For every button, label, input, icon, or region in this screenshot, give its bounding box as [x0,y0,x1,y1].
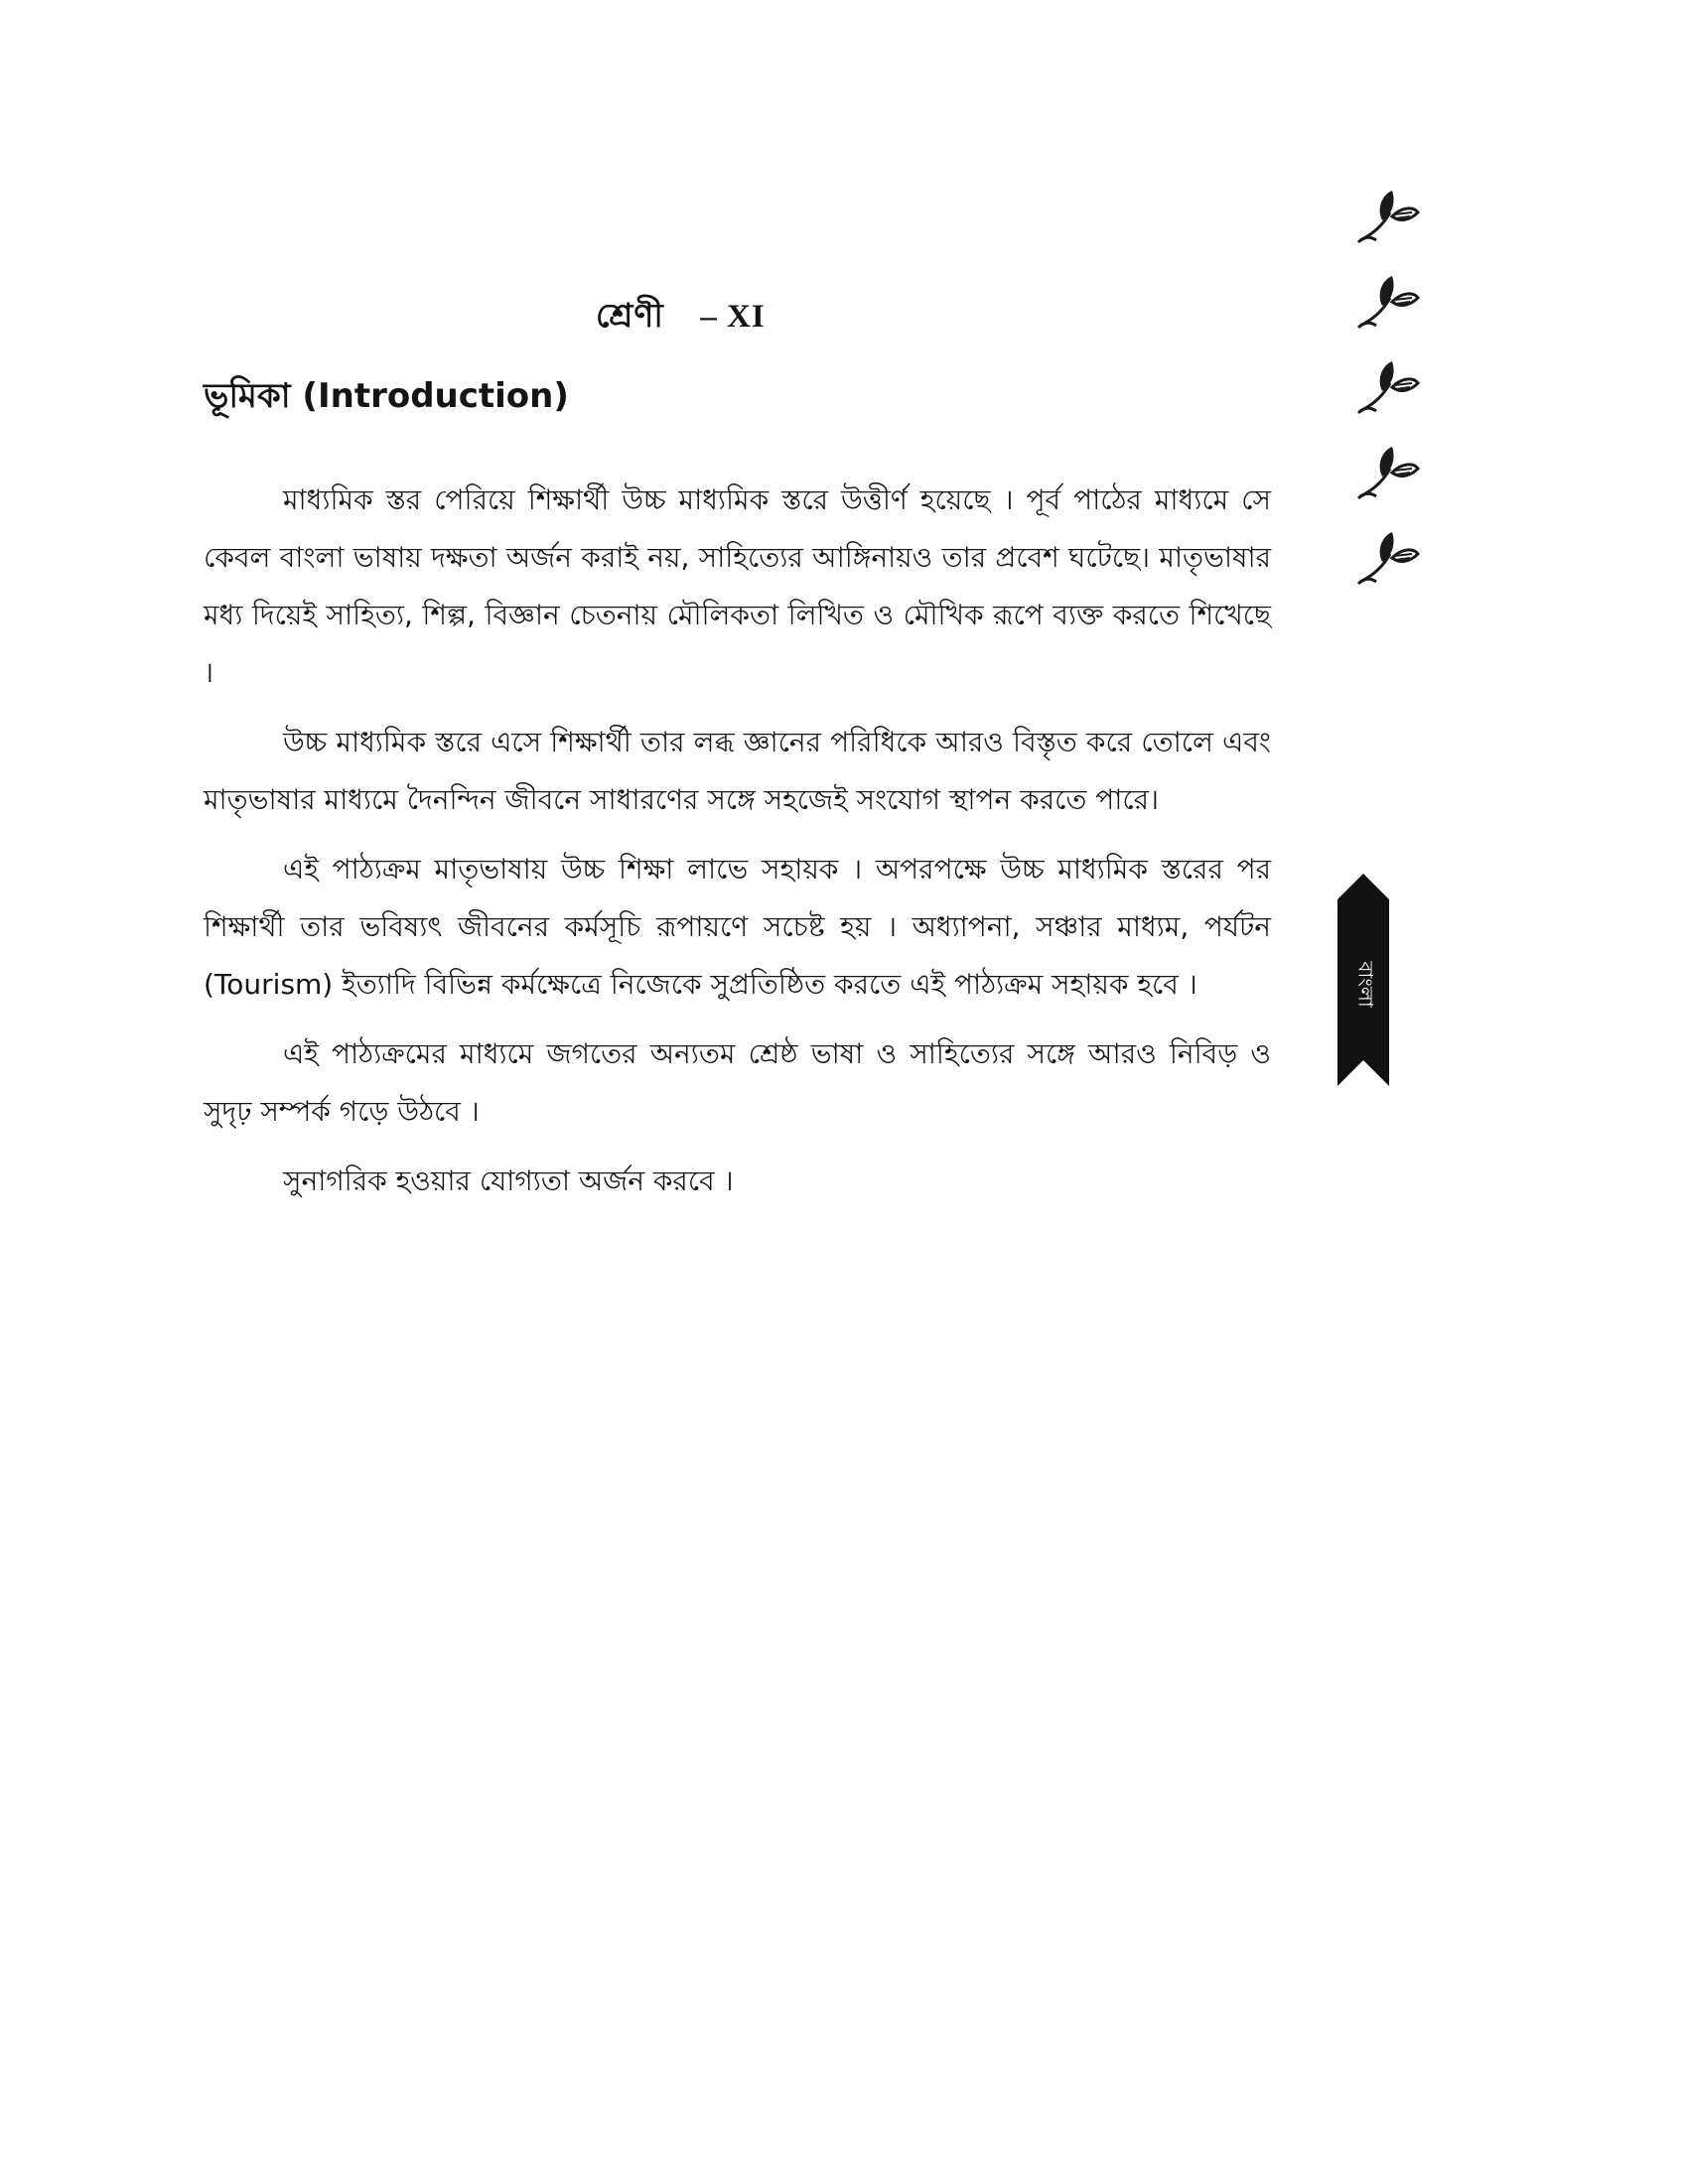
paragraph-3: এই পাঠ্যক্রম মাতৃভাষায় উচ্চ শিক্ষা লাভে সহায়ক । অপরপক্ষে উচ্চ মাধ্যমিক স্তরের পর শিক্ষার্থী তার ভবিষ্যৎ জীবনের কর্মসূচি রূপায়ণে সচেষ্ট হয় । অধ্যাপনা, সঞ্চার মাধ্যম, পর্যটন (Tourism) ইত্যাদি বিভিন্ন কর্মক্ষেত্রে নিজেকে সুপ্রতিষ্ঠিত করতে এই পাঠ্যক্রম সহায়ক হবে । [204,853,1271,1001]
section-heading: ভূমিকা (Introduction) [204,376,569,416]
leaf-sprig-icon [1352,443,1424,504]
leaf-sprig-icon [1352,187,1424,248]
page-title-grade: – XI [700,299,766,335]
leaf-sprig-icon [1352,272,1424,334]
leaf-sprig-icon [1352,528,1424,590]
introduction-body [204,472,1271,1222]
side-tab-label: বাংলা [1353,961,1378,1008]
ornament-column [1352,187,1452,614]
paragraph-4: এই পাঠ্যক্রমের মাধ্যমে জগতের অন্যতম শ্রেষ্ঠ ভাষা ও সাহিত্যের সঙ্গে আরও নিবিড় ও সুদৃঢ় সম্পর্ক গড়ে উঠবে । [204,1037,1271,1128]
paragraph-1: মাধ্যমিক স্তর পেরিয়ে শিক্ষার্থী উচ্চ মাধ্যমিক স্তরে উত্তীর্ণ হয়েছে । পূর্ব পাঠের মাধ্যমে সে কেবল বাংলা ভাষায় দক্ষতা অর্জন করাই নয়, সাহিত্যের আঙ্গিনায়ও তার প্রবেশ ঘটেছে। মাতৃভাষার মধ্য দিয়েই সাহিত্য, শিল্প, বিজ্ঞান চেতনায় মৌলিকতা লিখিত ও মৌখিক রূপে ব্যক্ত করতে শিখেছে । [204,483,1271,689]
page-title [596,290,993,345]
leaf-sprig-icon [1352,357,1424,419]
paragraph-5: সুনাগরিক হওয়ার যোগ্যতা অর্জন করবে । [283,1164,734,1197]
paragraph-2: উচ্চ মাধ্যমিক স্তরে এসে শিক্ষার্থী তার লব্ধ জ্ঞানের পরিধিকে আরও বিস্তৃত করে তোলে এবং মাতৃভাষার মাধ্যমে দৈনন্দিন জীবনে সাধারণের সঙ্গে সহজেই সংযোগ স্থাপন করতে পারে। [204,726,1271,816]
page-title-label: শ্রেণী [596,296,664,335]
